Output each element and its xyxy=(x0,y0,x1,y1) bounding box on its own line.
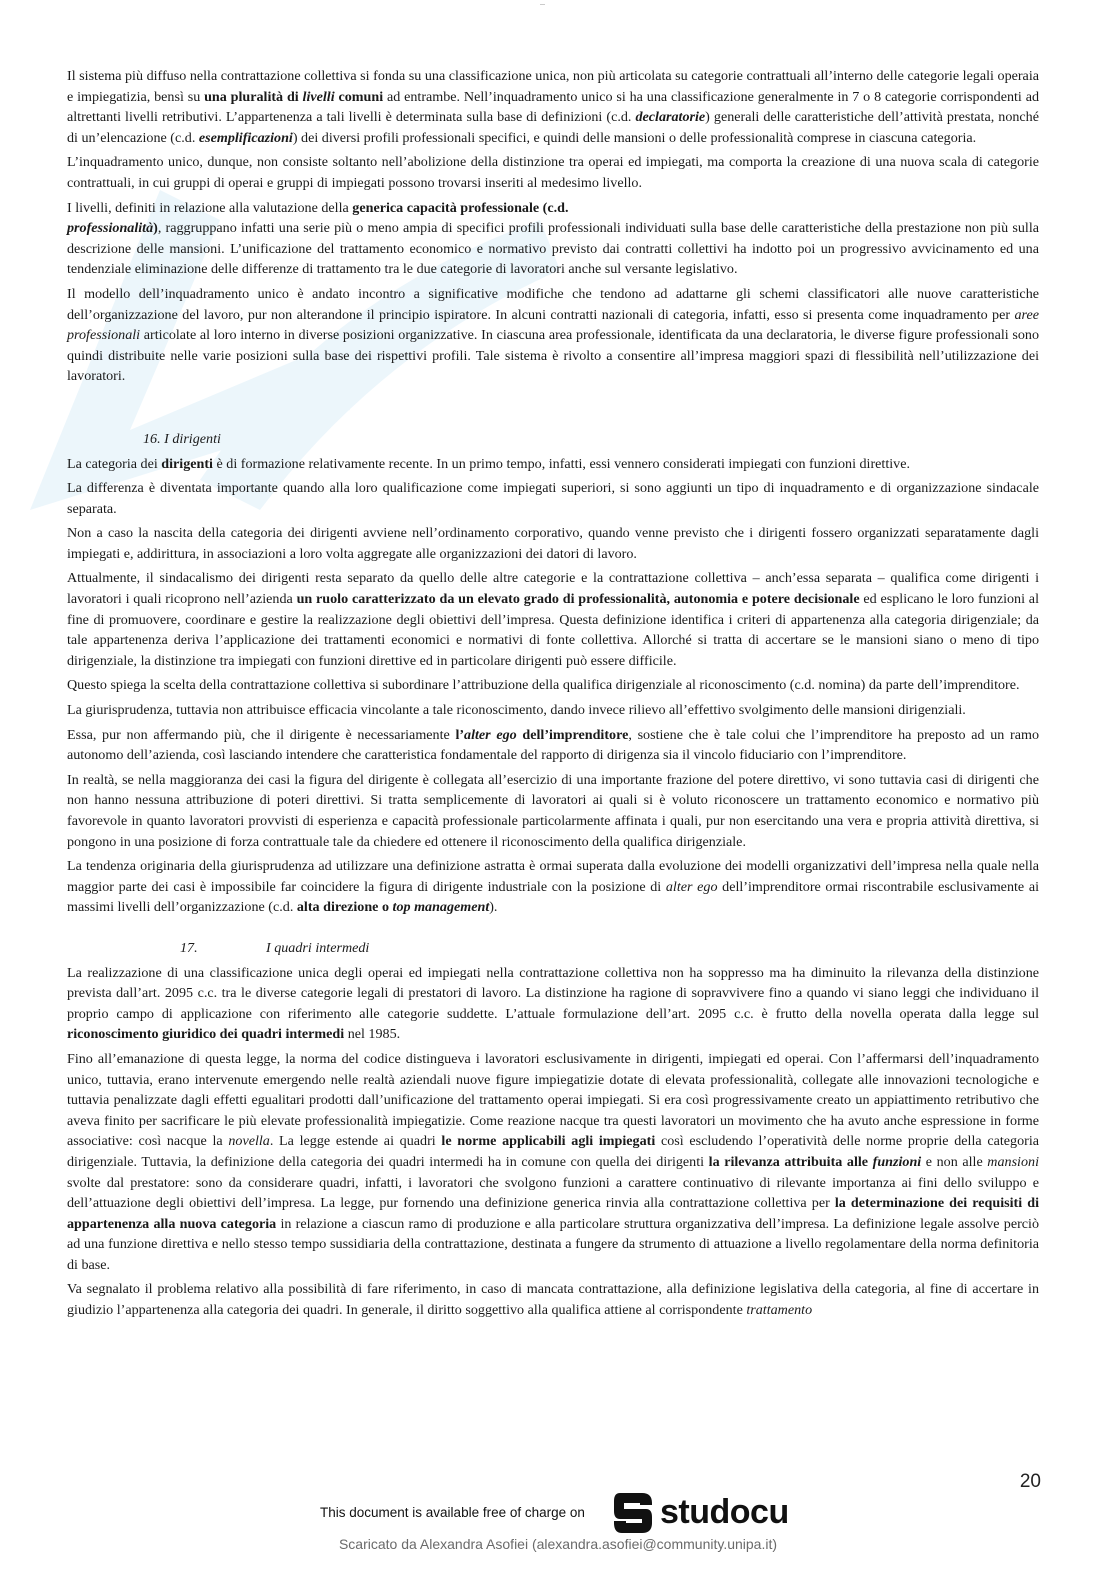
text-run: ad entrambe. Nell’inquadramento unico si ha una classificazione generalmente in 7 o 8 categorie corrispondenti ad altrettanti livelli retributivi. L’appartenenza a tali livelli è determinata sulla base di definizioni (c.d. xyxy=(67,88,1039,126)
text-run: ) generali delle caratteristiche dell’attività prestata, nonché di un’elencazione (c.d. xyxy=(67,109,1039,146)
paragraph xyxy=(67,66,1039,148)
text-run: livelli xyxy=(302,88,335,105)
text-run: Questo spiega la scelta della contrattazione collettiva si subordinare l’attribuzione della qualifica dirigenziale al riconoscimento (c.d. nomina) da parte dell’imprenditore. xyxy=(67,677,1020,694)
paragraph xyxy=(67,856,1039,918)
text-run: riconoscimento giuridico dei quadri intermedi xyxy=(67,1026,345,1043)
text-run: trattamento xyxy=(746,1302,813,1319)
paragraph xyxy=(67,963,1039,1045)
text-run: La realizzazione di una classificazione unica degli operai ed impiegati nella contrattazione collettiva non ha soppresso ma ha diminuito la rilevanza della distinzione prevista dall’art. 2095 c.c. tra le diverse categorie legali di prestatori di lavoro. La distinzione ha ragione di sopravvivere fino a quando vi siano leggi che individuano il proprio campo di applicazione con riferimento alle categorie suddette. L’attuale formulazione dell’art. 2095 c.c. è frutto della novella operata dalla legge sul xyxy=(67,964,1039,1022)
text-run: Fino all’emanazione di questa legge, la norma del codice distingueva i lavoratori esclusivamente in dirigenti, impiegati ed operai. Con l’affermarsi dell’inquadramento unico, tuttavia, erano intervenute emergendo nelle realtà aziendali nuove figure impiegatizie dotate di elevata professionalità, collegate alle innovazioni tecnologiche e tuttavia penalizzate dagli effetti egualitari prodotti dall’unificazione del trattamento operai impiegati. Si era così progressivamente creato un appiattimento retributivo che aveva finito per sacrificare le più elevate professionalità impiegatizie. Come reazione nacque tra questi lavoratori un movimento che ha avuto anche espressione in forme associative: così nacque la xyxy=(67,1050,1039,1150)
paragraph xyxy=(67,478,1039,519)
paragraph xyxy=(67,152,1039,193)
text-run: Attualmente, il sindacalismo dei dirigenti resta separato da quello delle altre categorie e la contrattazione collettiva – anch’essa separata – qualifica come dirigenti i lavoratori i quali ricoprono nell’azienda xyxy=(67,570,1039,608)
download-attribution: Scaricato da Alexandra Asofiei (alexandra.asofiei@community.unipa.it) xyxy=(338,1536,778,1552)
text-run: la rilevanza attribuita alle xyxy=(708,1153,873,1170)
text-run: alta direzione o xyxy=(296,899,393,916)
text-run: Va segnalato il problema relativo alla possibilità di fare riferimento, in caso di mancata contrattazione, alla definizione legislativa della categoria, al fine di accertare in giudizio l’appartenenza alla categoria dei quadri. In generale, il diritto soggettivo alla qualifica attiene al corrispondente xyxy=(67,1281,1039,1319)
text-run: ) xyxy=(153,220,158,237)
availability-notice: This document is available free of charge on xyxy=(320,1505,585,1520)
text-run: professionalità xyxy=(67,220,154,237)
text-run: mansioni xyxy=(987,1153,1039,1170)
text-run: funzioni xyxy=(872,1153,922,1170)
text-run: , raggruppano infatti una serie più o meno ampia di specifici profili professionali individuati sulla base delle caratteristiche della prestazione non più sulla descrizione delle mansioni. L’unificazione del trattamento economico e normativo previsto dai contratti collettivi ha indotto poi un progressivo avvicinamento ed una tendenziale eliminazione delle differenze di trattamento tra le due categorie di lavoratori anche sul versante legislativo. xyxy=(67,220,1039,278)
paragraph xyxy=(67,284,1039,387)
text-run: ). xyxy=(489,899,498,916)
text-run: è di formazione relativamente recente. In un primo tempo, infatti, essi vennero considerati impiegati con funzioni direttive. xyxy=(212,455,910,472)
text-run: . La legge estende ai quadri xyxy=(269,1133,442,1150)
text-run: dell’imprenditore xyxy=(516,726,629,743)
text-run: esemplificazioni xyxy=(198,129,293,146)
text-run: alter ego xyxy=(665,878,718,895)
text-run: La differenza è diventata importante quando alla loro qualificazione come impiegati superiori, si sono aggiunti un tipo di inquadramento e di organizzazione sindacale separata. xyxy=(67,480,1039,517)
text-run: in relazione a ciascun ramo di produzione e alla particolare struttura organizzativa dell’impresa. La definizione legale assolve perciò ad una funzione direttiva e nello stesso tempo sussidiaria della contrattazione, destinata a fungere da strumento di attuazione a livello regolamentare della norma definitoria di base. xyxy=(67,1215,1039,1273)
text-run: dirigenti xyxy=(161,455,213,472)
paragraph xyxy=(67,770,1039,852)
text-run: l’ xyxy=(455,726,465,743)
section-heading-dirigenti: 16. I dirigenti xyxy=(143,430,221,447)
text-run: nel 1985. xyxy=(344,1026,401,1043)
paragraph xyxy=(67,218,1039,280)
text-run: articolate al loro interno in diverse posizioni organizzative. In ciascuna area professionale, identificata da una declaratoria, le diverse figure professionali sono quindi distribuite nelle varie posizioni sulla base dei rispettivi profili. Tale sistema è rivolto a consentire all’impresa maggiori spazi di flessibilità nell’utilizzazione dei lavoratori. xyxy=(67,327,1039,385)
page-number: 20 xyxy=(1019,1471,1041,1492)
section-number: 17. xyxy=(180,939,198,956)
text-run: L’inquadramento unico, dunque, non consiste soltanto nell’abolizione della distinzione tra operai ed impiegati, ma comporta la creazione di una nuova scala di categorie contrattuali, in cui gruppi di operai e gruppi di impiegati possono trovarsi inseriti al medesimo livello. xyxy=(67,154,1039,191)
text-run: una pluralità di xyxy=(204,88,303,105)
text-run: alter ego xyxy=(464,726,517,743)
text-run: Il sistema più diffuso nella contrattazione collettiva si fonda su una classificazione unica, non più articolata su categorie contrattuali all’interno delle categorie legali operaia e impiegatizia, bensì su xyxy=(67,68,1039,105)
section-heading-quadri xyxy=(67,938,1039,959)
document-body xyxy=(67,66,1039,1325)
header-mark: — xyxy=(540,2,545,8)
paragraph xyxy=(67,198,1039,219)
text-run: Essa, pur non affermando più, che il dirigente è necessariamente xyxy=(67,726,456,743)
studocu-wordmark: studocu xyxy=(660,1492,789,1531)
paragraph xyxy=(67,523,1039,564)
paragraph xyxy=(67,1049,1039,1276)
text-run: un ruolo caratterizzato da un elevato grado di professionalità, autonomia e potere decisionale xyxy=(296,591,860,608)
text-run: generica capacità professionale (c.d. xyxy=(352,199,569,216)
paragraph xyxy=(67,1279,1039,1320)
text-run: aree professionali xyxy=(67,306,1039,344)
paragraph xyxy=(67,725,1039,766)
text-run: così escludendo l’operatività delle norme proprie della categoria dirigenziale. Tuttavia, la definizione della categoria dei quadri intermedi ha in comune con quella dei dirigenti xyxy=(67,1133,1039,1170)
text-run: ed esplicano le loro funzioni al fine di promuovere, coordinare e gestire la realizzazione degli obiettivi dell’impresa. Questa definizione identifica i criteri di appartenenza alla categoria dirigenziale; da tale appartenenza deriva l’applicazione dei trattamenti economici e normativi di fonte collettiva. Allorché si tratta di accertare se le mansioni siano o meno di tipo dirigenziale, la distinzione tra impiegati con funzioni direttive ed in particolare dirigenti può essere difficile. xyxy=(67,591,1039,669)
text-run: Il modello dell’inquadramento unico è andato incontro a significative modifiche che tendono ad adattarne gli schemi classificatori alle nuove caratteristiche dell’organizzazione del lavoro, pur non alterandone il principio ispiratore. In alcuni contratti nazionali di categoria, infatti, esso si presenta come inquadramento per xyxy=(67,285,1039,323)
paragraph xyxy=(67,700,1039,721)
text-run: la determinazione dei requisiti di appartenenza alla nuova categoria xyxy=(67,1195,1039,1232)
text-run: Non a caso la nascita della categoria dei dirigenti avviene nell’ordinamento corporativo, quando venne previsto che i dirigenti fossero organizzati separatamente dagli impiegati e, addirittura, in associazioni a loro volta aggregate alle organizzazioni dei datori di lavoro. xyxy=(67,525,1039,562)
paragraph xyxy=(67,454,1039,475)
text-run: le norme applicabili agli impiegati xyxy=(441,1133,656,1150)
text-run: e non alle xyxy=(921,1153,988,1170)
text-run: dell’imprenditore ormai riscontrabile esclusivamente ai massimi livelli dell’organizzazione (c.d. xyxy=(67,878,1039,916)
text-run: In realtà, se nella maggioranza dei casi la figura del dirigente è collegata all’esercizio di una importante frazione del potere direttivo, vi sono tuttavia casi di dirigenti che non hanno nessuna attribuzione di poteri direttivi. Si tratta semplicemente di lavoratori ai quali si è voluto riconoscere un trattamento economico e normativo più favorevole in quanto lavoratori provvisti di esperienza e capacità professionale particolarmente affinata i quali, pur non esercitando una vera e propria attività direttiva, si pongono in una posizione di forza contrattuale tale da chiedere ed ottenere il riconoscimento della qualifica dirigenziale. xyxy=(67,771,1039,850)
studocu-logo[interactable] xyxy=(612,1489,789,1535)
text-run: comuni xyxy=(334,88,384,105)
text-run: La categoria dei xyxy=(67,455,162,472)
text-run: ) dei diversi profili professionali specifici, e quindi delle mansioni o delle professionalità comprese in ciascuna categoria. xyxy=(292,129,977,146)
text-run: declaratorie xyxy=(635,109,706,126)
section-title: I quadri intermedi xyxy=(266,939,370,956)
text-run: La tendenza originaria della giurisprudenza ad utilizzare una definizione astratta è ormai superata dalla evoluzione dei modelli organizzativi dell’impresa nella quale nella maggior parte dei casi è impossibile far coincidere la figura di dirigente industriale con la posizione di xyxy=(67,858,1039,895)
text-run: , sostiene che è tale colui che l’imprenditore ha preposto ad un ramo autonomo dell’azienda, così lasciando intendere che caratteristica fondamentale del rapporto di dirigenza sia il vincolo fiduciario con l’imprenditore. xyxy=(67,726,1039,764)
text-run: svolte dal prestatore: sono da considerare quadri, infatti, i lavoratori che svolgono funzioni a carattere continuativo di rilevante importanza ai fini dello sviluppo e dell’attuazione degli obiettivi dell’impresa. La legge, pur fornendo una definizione generica rinvia alla contrattazione collettiva per xyxy=(67,1174,1039,1212)
text-run: La giurisprudenza, tuttavia non attribuisce efficacia vincolante a tale riconoscimento, dando invece rilievo all’effettivo svolgimento delle mansioni dirigenziali. xyxy=(67,702,966,719)
studocu-mark-icon xyxy=(612,1489,654,1535)
text-run: novella xyxy=(228,1133,270,1150)
text-run: top management xyxy=(392,899,490,916)
paragraph xyxy=(67,568,1039,671)
text-run: I livelli, definiti in relazione alla valutazione della xyxy=(67,199,353,216)
paragraph xyxy=(67,675,1039,696)
